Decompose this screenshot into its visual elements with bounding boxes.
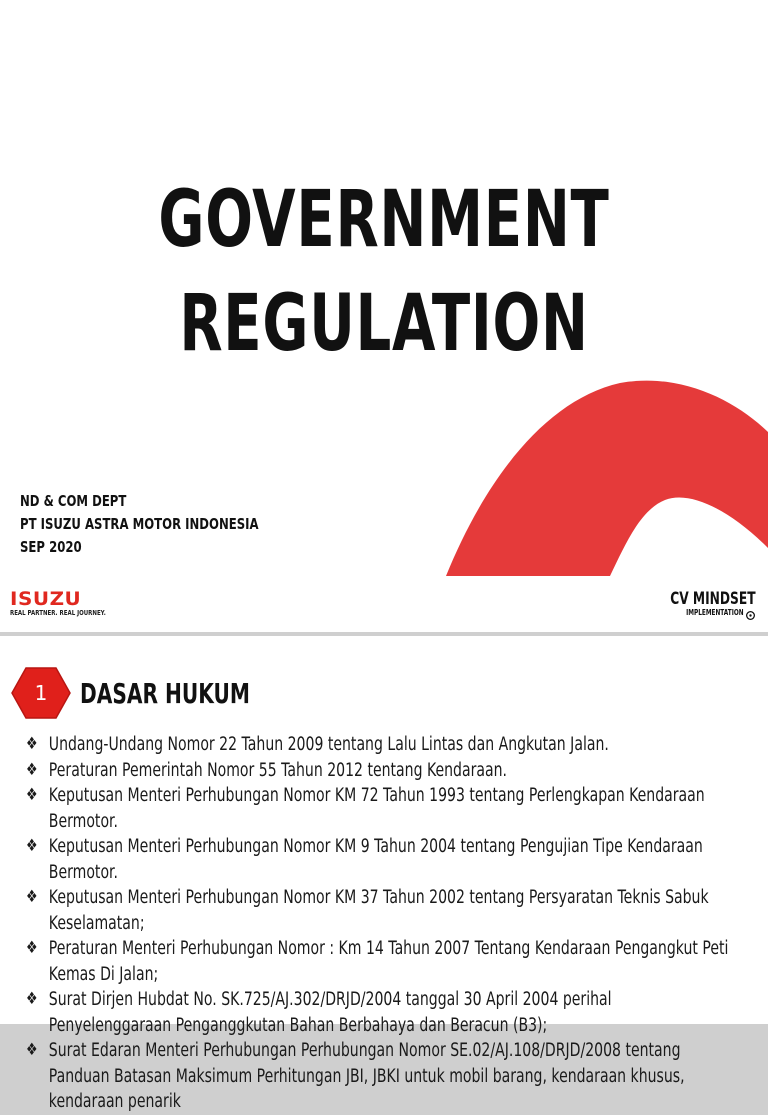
diamond-bullet-icon: ❖ — [26, 938, 38, 958]
cv-mindset-subtitle: IMPLEMENTATION — [686, 608, 744, 617]
list-item — [26, 758, 733, 784]
section-title: DASAR HUKUM — [80, 677, 250, 710]
isuzu-logo-word: ISUZU — [10, 588, 82, 610]
list-item — [26, 732, 733, 758]
cv-mindset-title: CV MINDSET — [670, 589, 756, 609]
diamond-bullet-icon: ❖ — [26, 734, 38, 754]
list-item — [26, 1038, 733, 1115]
cover-title-line-1: GOVERNMENT — [158, 175, 610, 265]
list-item-text: Surat Dirjen Hubdat No. SK.725/AJ.302/DRJD/2004 tanggal 30 April 2004 perihal Penyelenggaraan Penganggkutan Bahan Berbahaya dan Beracun (B3); — [48, 989, 612, 1036]
list-item-text: Peraturan Menteri Perhubungan Nomor : Km 14 Tahun 2007 Tentang Kendaraan Pengangkut Peti Kemas Di Jalan; — [48, 938, 729, 985]
list-item — [26, 783, 733, 834]
cover-title-line-2: REGULATION — [179, 279, 589, 369]
diamond-bullet-icon: ❖ — [26, 887, 38, 907]
presentation-date: SEP 2020 — [20, 538, 82, 556]
list-item-text: Surat Edaran Menteri Perhubungan Perhubungan Nomor SE.02/AJ.108/DRJD/2008 tentang Panduan Batasan Maksimum Perhitungan JBI, JBKI untuk mobil barang, kendaraan khusus, kendaraan penarik — [48, 1040, 685, 1112]
list-item — [26, 987, 733, 1038]
list-item — [26, 834, 733, 885]
list-item-text: Keputusan Menteri Perhubungan Nomor KM 37 Tahun 2002 tentang Persyaratan Teknis Sabuk Keselamatan; — [48, 887, 709, 934]
list-item-text: Keputusan Menteri Perhubungan Nomor KM 9 Tahun 2004 tentang Pengujian Tipe Kendaraan Bermotor. — [48, 836, 703, 883]
cover-title — [108, 168, 661, 376]
list-item — [26, 885, 733, 936]
list-item-text: Peraturan Pemerintah Nomor 55 Tahun 2012 tentang Kendaraan. — [48, 759, 507, 781]
legal-basis-list — [26, 732, 733, 1115]
cv-mindset-logo — [637, 590, 756, 618]
isuzu-logo-tagline: REAL PARTNER. REAL JOURNEY. — [10, 609, 106, 617]
list-item — [26, 936, 733, 987]
list-item-text: Undang-Undang Nomor 22 Tahun 2009 tentang Lalu Lintas dan Angkutan Jalan. — [48, 734, 609, 755]
legal-basis-slide — [0, 636, 768, 1112]
diamond-bullet-icon: ❖ — [26, 759, 38, 780]
company-name: PT ISUZU ASTRA MOTOR INDONESIA — [20, 515, 259, 533]
diamond-bullet-icon: ❖ — [26, 785, 38, 805]
section-number: 1 — [34, 681, 48, 705]
diamond-bullet-icon: ❖ — [26, 836, 38, 856]
diamond-bullet-icon: ❖ — [26, 1040, 38, 1060]
cover-dept-block — [20, 490, 259, 559]
diamond-bullet-icon: ❖ — [26, 989, 38, 1009]
isuzu-logo — [10, 589, 130, 623]
gear-icon — [745, 610, 756, 621]
department-name: ND & COM DEPT — [20, 492, 127, 510]
list-item-text: Keputusan Menteri Perhubungan Nomor KM 72 Tahun 1993 tentang Perlengkapan Kendaraan Bermotor. — [48, 785, 705, 832]
